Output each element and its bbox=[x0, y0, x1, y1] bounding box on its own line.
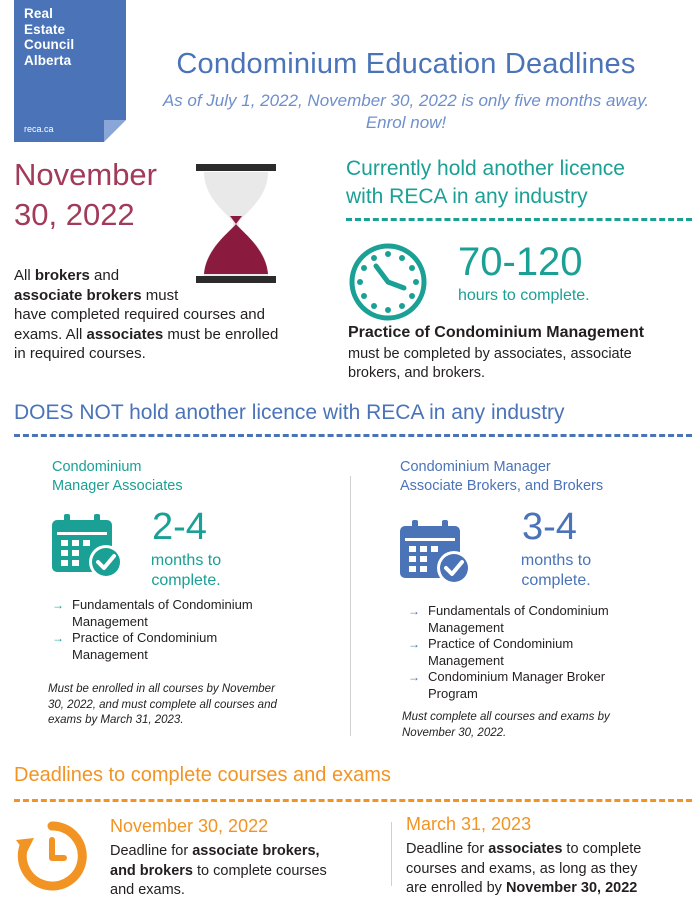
november-deadline-heading bbox=[14, 155, 157, 235]
para-line: in required courses. bbox=[14, 345, 146, 362]
heading-line: Condominium Manager bbox=[400, 459, 551, 475]
label-line: complete. bbox=[151, 572, 221, 589]
para-line bbox=[14, 286, 314, 306]
subtitle-line: Enrol now! bbox=[365, 113, 447, 132]
label-line: months to bbox=[150, 552, 222, 569]
list-item bbox=[408, 669, 668, 702]
deadline-divider bbox=[391, 822, 392, 886]
text: Deadline for bbox=[406, 841, 489, 857]
deadline-november-text bbox=[110, 842, 370, 901]
text: Deadline for bbox=[110, 843, 193, 859]
bold-text: associates bbox=[488, 841, 563, 857]
associates-heading bbox=[52, 458, 183, 496]
bold-text: associates bbox=[86, 325, 164, 343]
course-line: Management bbox=[72, 646, 148, 662]
text-line: brokers, and brokers. bbox=[348, 365, 486, 381]
heading-line: Manager Associates bbox=[52, 478, 183, 494]
bold-text: November 30, 2022 bbox=[505, 880, 638, 896]
para-line: have completed required courses and bbox=[14, 306, 265, 323]
text-line: must be completed by associates, associate bbox=[348, 346, 632, 362]
note-line: Must complete all courses and exams by bbox=[402, 711, 610, 723]
course-line: Fundamentals of Condominium bbox=[428, 603, 609, 618]
bold-text: associate brokers bbox=[14, 286, 142, 304]
hours-label: hours to complete. bbox=[458, 287, 590, 304]
blue-dashed-divider bbox=[14, 434, 692, 437]
text-line bbox=[406, 840, 696, 860]
arrow-right-icon: → bbox=[408, 670, 420, 684]
course-line: Fundamentals of Condominium bbox=[72, 597, 253, 612]
left-requirement-text bbox=[14, 266, 314, 364]
label-line: complete. bbox=[521, 572, 591, 589]
deadline-march-date: March 31, 2023 bbox=[406, 814, 532, 834]
note-line: November 30, 2022. bbox=[402, 726, 507, 739]
pcm-course-title: Practice of Condominium Management bbox=[348, 324, 645, 341]
associates-course-list bbox=[52, 597, 312, 663]
course-line: Practice of Condominium bbox=[72, 630, 218, 645]
label-line: months to bbox=[520, 552, 592, 569]
text: are enrolled by bbox=[406, 880, 506, 896]
course-line: Program bbox=[428, 685, 478, 701]
text-line: courses and exams, as long as they bbox=[406, 860, 638, 877]
calendar-check-icon bbox=[400, 520, 472, 586]
list-item bbox=[408, 603, 668, 636]
logo-line: Real bbox=[24, 6, 53, 21]
arrow-right-icon: → bbox=[52, 598, 64, 612]
heading-line: Currently hold another licence bbox=[346, 157, 625, 180]
brokers-course-list bbox=[408, 603, 668, 702]
course-line: Condominium Manager Broker bbox=[428, 669, 606, 684]
deadlines-heading: Deadlines to complete courses and exams bbox=[14, 764, 391, 786]
heading-line: with RECA in any industry bbox=[346, 185, 588, 208]
text-line bbox=[110, 862, 370, 882]
hours-range: 70-120 bbox=[458, 240, 583, 284]
associates-note bbox=[48, 682, 338, 729]
no-licence-heading: DOES NOT hold another licence with RECA in any industry bbox=[14, 401, 565, 424]
note-line: Must be enrolled in all courses by November bbox=[48, 683, 275, 695]
text: to complete courses bbox=[193, 862, 327, 879]
associates-months-label bbox=[140, 551, 232, 591]
text: All bbox=[14, 267, 35, 284]
logo-name bbox=[24, 6, 74, 68]
text-line bbox=[110, 842, 370, 862]
arrow-right-icon: → bbox=[408, 637, 420, 651]
logo-line: Alberta bbox=[24, 52, 72, 68]
bold-text: associate brokers, bbox=[192, 843, 320, 859]
date-line: November bbox=[14, 157, 157, 192]
note-line: 30, 2022, and must complete all courses and bbox=[48, 698, 277, 711]
bold-text: and brokers bbox=[110, 862, 193, 879]
pcm-course-text bbox=[348, 345, 688, 383]
bold-text: brokers bbox=[34, 267, 90, 284]
calendar-check-icon bbox=[52, 514, 124, 580]
course-line: Management bbox=[428, 619, 504, 635]
page-curl bbox=[104, 120, 126, 142]
list-item bbox=[52, 597, 312, 630]
text: and bbox=[89, 267, 120, 284]
para-line bbox=[14, 266, 314, 286]
associates-months: 2-4 bbox=[152, 506, 207, 548]
arrow-right-icon: → bbox=[408, 604, 420, 618]
text: must be enrolled bbox=[163, 325, 279, 343]
orange-dashed-divider bbox=[14, 799, 692, 802]
note-line: exams by March 31, 2023. bbox=[48, 714, 184, 726]
text-line bbox=[406, 879, 696, 899]
page-subtitle bbox=[132, 90, 680, 134]
text: must bbox=[141, 286, 179, 304]
list-item bbox=[408, 636, 668, 669]
logo-line: Estate bbox=[24, 21, 66, 37]
deadline-november-date: November 30, 2022 bbox=[110, 816, 269, 836]
para-line bbox=[14, 325, 314, 345]
logo-line: Council bbox=[24, 37, 75, 52]
column-divider bbox=[350, 476, 351, 736]
text: to complete bbox=[562, 841, 642, 857]
page-title: Condominium Education Deadlines bbox=[176, 48, 636, 80]
course-line: Management bbox=[428, 652, 504, 668]
logo-url: reca.ca bbox=[24, 124, 54, 134]
clock-countdown-icon bbox=[14, 818, 90, 894]
heading-line: Associate Brokers, and Brokers bbox=[400, 478, 604, 494]
list-item bbox=[52, 630, 312, 663]
brokers-months: 3-4 bbox=[522, 506, 577, 548]
course-line: Practice of Condominium bbox=[428, 636, 574, 651]
heading-line: Condominium bbox=[52, 459, 142, 475]
brokers-note bbox=[402, 710, 682, 741]
date-line: 30, 2022 bbox=[14, 197, 135, 232]
text-line: and exams. bbox=[110, 882, 185, 898]
deadline-march-text bbox=[406, 840, 696, 899]
holds-licence-heading bbox=[346, 155, 686, 211]
course-line: Management bbox=[72, 613, 148, 629]
text: exams. All bbox=[14, 325, 87, 343]
clock-icon bbox=[348, 242, 428, 322]
reca-logo bbox=[14, 0, 126, 142]
teal-dashed-divider bbox=[346, 218, 692, 221]
brokers-months-label bbox=[510, 551, 602, 591]
brokers-heading bbox=[400, 458, 603, 496]
arrow-right-icon: → bbox=[52, 631, 64, 645]
subtitle-line: As of July 1, 2022, November 30, 2022 is only five months away. bbox=[162, 91, 650, 110]
